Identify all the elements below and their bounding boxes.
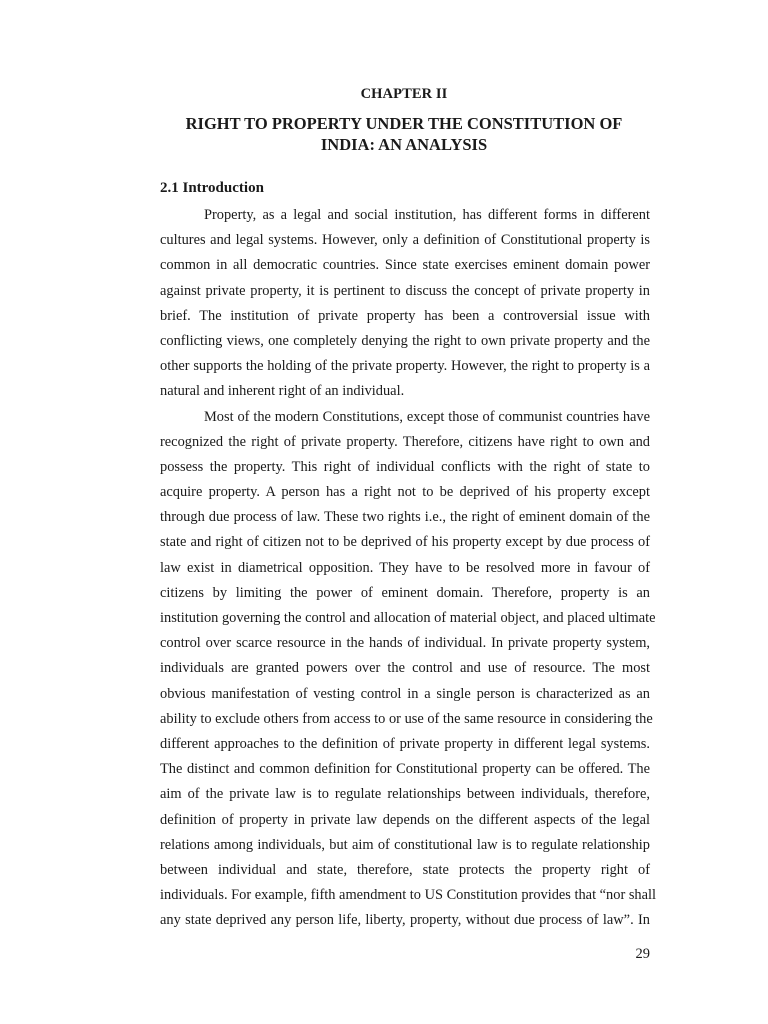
text-line: institution governing the control and allocation of material object, and placed ultimate xyxy=(160,610,656,626)
text-line: brief. The institution of private property has been a controversial issue with xyxy=(160,307,650,324)
text-line: ability to exclude others from access to or use of the same resource in considering the xyxy=(160,710,653,727)
text-line: relations among individuals, but aim of constitutional law is to regulate relationship xyxy=(160,836,650,853)
chapter-label: CHAPTER II xyxy=(360,86,448,102)
text-line: Most of the modern Constitutions, except those of communist countries have xyxy=(204,408,650,425)
chapter-title xyxy=(0,113,768,155)
text-line: control over scarce resource in the hands of individual. In private property system, xyxy=(160,635,650,652)
text-line: individuals are granted powers over the control and use of resource. The most xyxy=(160,660,650,677)
text-line: any state deprived any person life, liberty, property, without due process of law”. In xyxy=(160,912,650,929)
text-line: Property, as a legal and social institution, has different forms in different xyxy=(204,207,650,223)
text-line: against private property, it is pertinent to discuss the concept of private property in xyxy=(160,282,650,299)
page-number: 29 xyxy=(635,946,650,962)
text-line: through due process of law. These two rights i.e., the right of eminent domain of the xyxy=(160,509,650,526)
text-line: cultures and legal systems. However, only a definition of Constitutional property is xyxy=(160,232,650,249)
text-line: acquire property. A person has a right not to be deprived of his property except xyxy=(160,484,650,501)
body-text xyxy=(160,203,657,933)
text-line: aim of the private law is to regulate relationships between individuals, therefore, xyxy=(160,786,650,803)
paragraph xyxy=(160,405,657,934)
text-line: possess the property. This right of individual conflicts with the right of state to xyxy=(160,458,650,475)
text-line: individuals. For example, fifth amendment to US Constitution provides that “nor shall xyxy=(160,887,657,904)
text-line: citizens by limiting the power of eminent domain. Therefore, property is an xyxy=(160,584,650,601)
text-line: The distinct and common definition for Constitutional property can be offered. The xyxy=(160,761,650,778)
text-line: different approaches to the definition of private property in different legal systems. xyxy=(160,735,650,752)
chapter-title-line: RIGHT TO PROPERTY UNDER THE CONSTITUTION OF xyxy=(185,114,623,133)
text-line: natural and inherent right of an individual. xyxy=(160,383,405,400)
paragraph xyxy=(160,203,650,405)
text-line: other supports the holding of the private property. However, the right to property is a xyxy=(160,358,650,375)
text-line: conflicting views, one completely denying the right to own private property and the xyxy=(160,332,650,349)
text-line: common in all democratic countries. Since state exercises eminent domain power xyxy=(160,257,650,274)
text-line: state and right of citizen not to be deprived of his property except by due process of xyxy=(160,534,650,551)
chapter-title-line: INDIA: AN ANALYSIS xyxy=(320,135,488,154)
text-line: obvious manifestation of vesting control in a single person is characterized as an xyxy=(160,685,650,702)
text-line: definition of property in private law depends on the different aspects of the legal xyxy=(160,811,650,828)
section-heading: 2.1 Introduction xyxy=(160,180,264,196)
text-line: between individual and state, therefore, state protects the property right of xyxy=(160,861,650,878)
text-line: law exist in diametrical opposition. They have to be resolved more in favour of xyxy=(160,559,650,576)
text-line: recognized the right of private property. Therefore, citizens have right to own and xyxy=(160,433,650,450)
